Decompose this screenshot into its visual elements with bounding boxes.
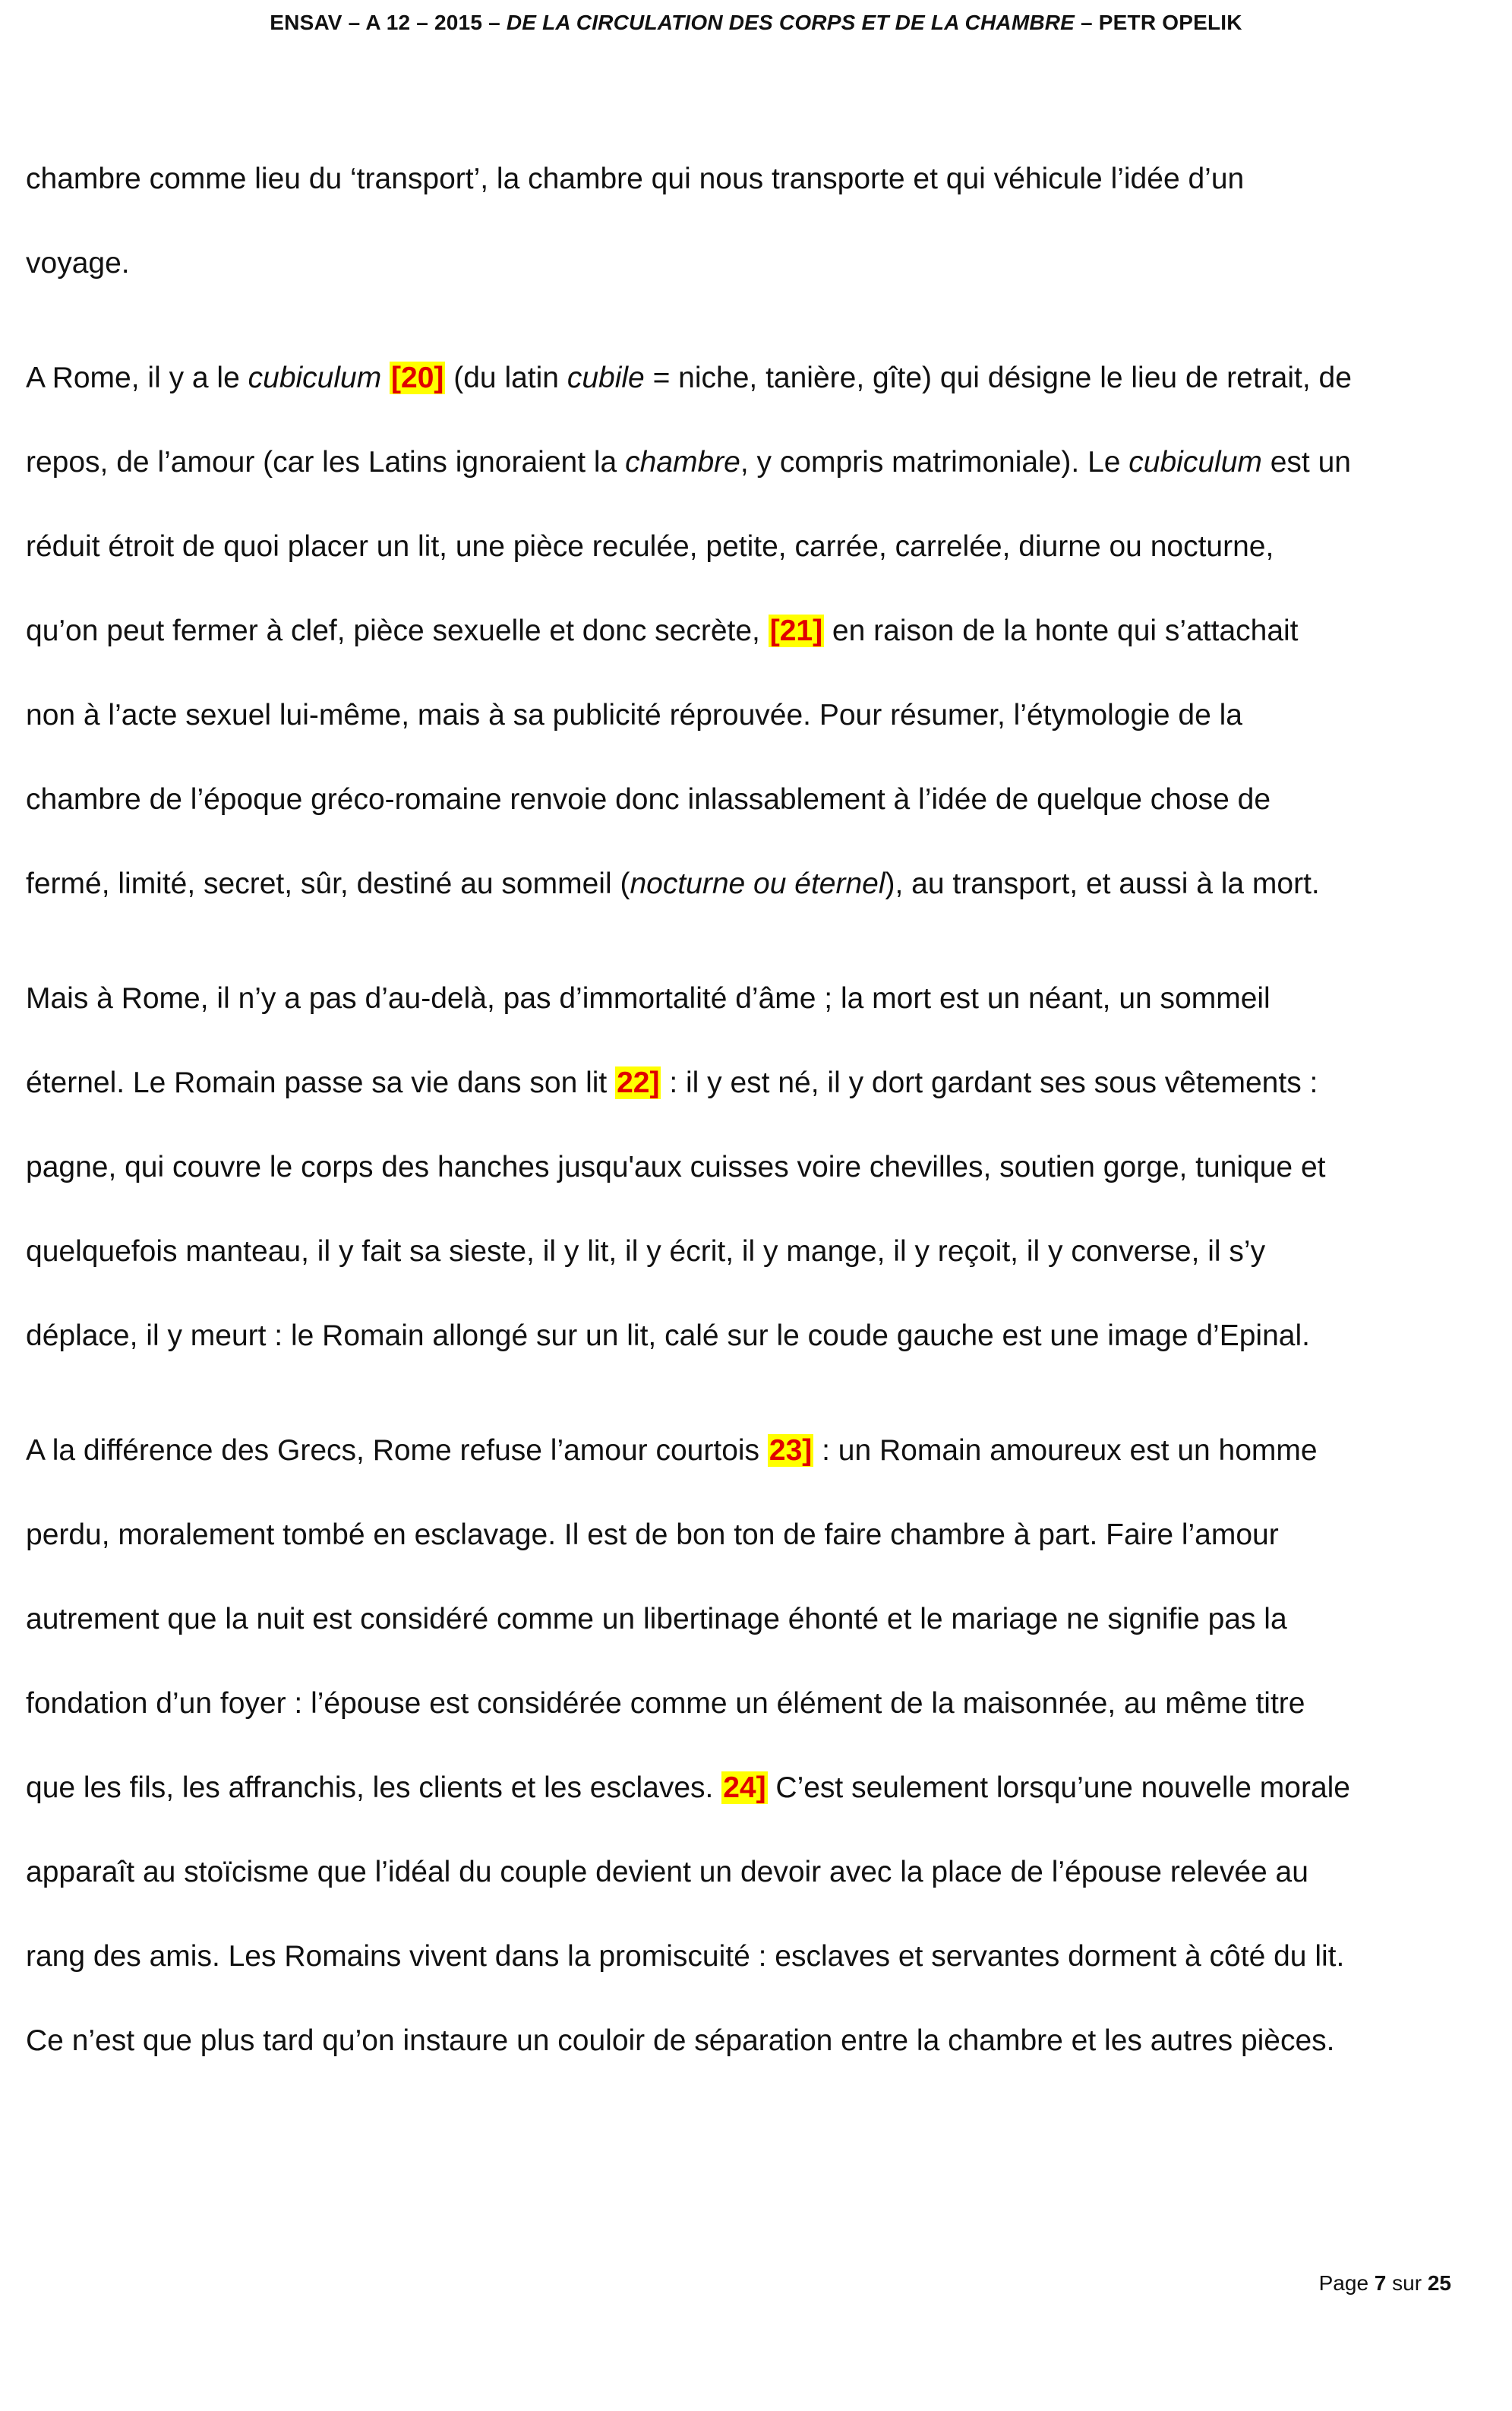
footnote-reference: 22] <box>617 1066 660 1099</box>
page-header <box>0 11 1512 35</box>
text-run: fondation d’un foyer : l’épouse est considérée comme un élément de la maisonnée, au même titre <box>26 1687 1305 1720</box>
text-run: est un <box>1261 446 1351 479</box>
text-run: ), au transport, et aussi à la mort. <box>885 867 1320 900</box>
text-run: réduit étroit de quoi placer un lit, une pièce reculée, petite, carrée, carrelée, diurne ou nocturne, <box>26 530 1274 563</box>
text-line <box>26 336 1469 420</box>
text-run: apparaît au stoïcisme que l’idéal du couple devient un devoir avec la place de l’épouse relevée au <box>26 1856 1308 1888</box>
text-run: chambre comme lieu du ‘transport’, la chambre qui nous transporte et qui véhicule l’idée d’un <box>26 163 1245 195</box>
text-run: = niche, tanière, gîte) qui désigne le lieu de retrait, de <box>644 362 1352 394</box>
text-line <box>26 504 1469 589</box>
text-run: voyage. <box>26 247 130 280</box>
text-line <box>26 1999 1469 2083</box>
text-run: pagne, qui couvre le corps des hanches jusqu'aux cuisses voire chevilles, soutien gorge, tunique et <box>26 1151 1326 1183</box>
text-run: éternel. Le Romain passe sa vie dans son lit <box>26 1066 616 1099</box>
paragraph <box>26 336 1469 926</box>
page-total: 25 <box>1427 2271 1451 2295</box>
text-line <box>26 1209 1469 1294</box>
text-line <box>26 673 1469 757</box>
text-run: que les fils, les affranchis, les clients et les esclaves. <box>26 1771 722 1804</box>
paragraph <box>26 1408 1469 2083</box>
footnote-reference: 24] <box>723 1771 766 1804</box>
text-run: : il y est né, il y dort gardant ses sous vêtements : <box>661 1066 1318 1099</box>
italic-term: cubiculum <box>1128 446 1262 479</box>
footnote-reference: [21] <box>769 615 823 647</box>
italic-term: cubile <box>567 362 645 394</box>
text-line <box>26 1041 1469 1125</box>
text-run: , y compris matrimoniale). Le <box>740 446 1129 479</box>
text-run: repos, de l’amour (car les Latins ignoraient la <box>26 446 626 479</box>
text-run <box>381 362 390 394</box>
text-line <box>26 221 1469 305</box>
text-line <box>26 137 1469 221</box>
text-run: fermé, limité, secret, sûr, destiné au sommeil ( <box>26 867 630 900</box>
italic-term: chambre <box>625 446 740 479</box>
text-line <box>26 842 1469 926</box>
text-line <box>26 757 1469 842</box>
text-run: Ce n’est que plus tard qu’on instaure un couloir de séparation entre la chambre et les autres pièces. <box>26 2024 1335 2057</box>
text-line <box>26 1408 1469 1493</box>
text-line <box>26 956 1469 1041</box>
text-line <box>26 1577 1469 1661</box>
page-of-label: sur <box>1386 2271 1428 2295</box>
document-body <box>26 137 1469 2083</box>
paragraph <box>26 956 1469 1378</box>
text-run: rang des amis. Les Romains vivent dans la promiscuité : esclaves et servantes dorment à côté du lit. <box>26 1940 1345 1973</box>
text-line <box>26 1493 1469 1577</box>
text-run: déplace, il y meurt : le Romain allongé sur un lit, calé sur le coude gauche est une image d’Epinal. <box>26 1319 1310 1352</box>
text-run: A la différence des Grecs, Rome refuse l’amour courtois <box>26 1434 768 1467</box>
text-line <box>26 1746 1469 1830</box>
text-line <box>26 1830 1469 1914</box>
italic-term: nocturne ou éternel <box>630 867 885 900</box>
page-number: 7 <box>1374 2271 1387 2295</box>
header-prefix: ENSAV – A 12 – 2015 – <box>270 11 507 34</box>
footnote-reference: 23] <box>769 1434 813 1467</box>
footnote-reference: [20] <box>391 362 444 394</box>
text-run: perdu, moralement tombé en esclavage. Il est de bon ton de faire chambre à part. Faire l’amour <box>26 1518 1279 1551</box>
text-run: A Rome, il y a le <box>26 362 248 394</box>
page-footer <box>1319 2271 1451 2296</box>
text-line <box>26 420 1469 504</box>
text-run: C’est seulement lorsqu’une nouvelle morale <box>767 1771 1350 1804</box>
text-run: : un Romain amoureux est un homme <box>813 1434 1318 1467</box>
text-run: (du latin <box>445 362 567 394</box>
text-run: non à l’acte sexuel lui-même, mais à sa publicité réprouvée. Pour résumer, l’étymologie de la <box>26 699 1242 732</box>
text-line <box>26 1294 1469 1378</box>
text-line <box>26 1914 1469 1999</box>
text-run: chambre de l’époque gréco-romaine renvoie donc inlassablement à l’idée de quelque chose de <box>26 783 1271 816</box>
text-run: Mais à Rome, il n’y a pas d’au-delà, pas d’immortalité d’âme ; la mort est un néant, un sommeil <box>26 982 1271 1015</box>
text-run: autrement que la nuit est considéré comme un libertinage éhonté et le mariage ne signifie pas la <box>26 1603 1287 1635</box>
text-line <box>26 1661 1469 1746</box>
paragraph <box>26 137 1469 305</box>
page-label: Page <box>1318 2271 1375 2295</box>
text-line <box>26 589 1469 673</box>
text-line <box>26 1125 1469 1209</box>
text-run: en raison de la honte qui s’attachait <box>824 615 1299 647</box>
header-title: DE LA CIRCULATION DES CORPS ET DE LA CHAMBRE <box>506 11 1075 34</box>
text-run: qu’on peut fermer à clef, pièce sexuelle et donc secrète, <box>26 615 769 647</box>
header-author: – PETR OPELIK <box>1075 11 1242 34</box>
text-run: quelquefois manteau, il y fait sa sieste, il y lit, il y écrit, il y mange, il y reçoit, il y converse, il s’y <box>26 1235 1266 1268</box>
italic-term: cubiculum <box>248 362 382 394</box>
